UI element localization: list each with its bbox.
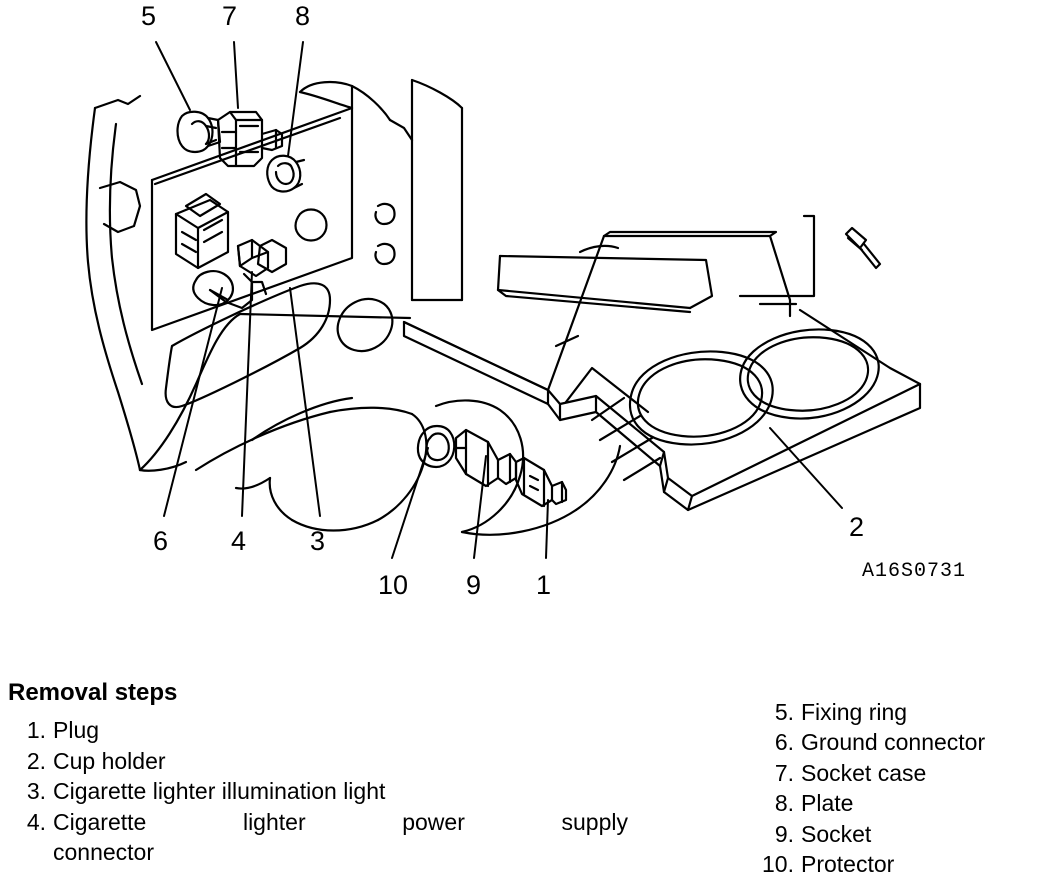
legend-item-10 — [760, 850, 1040, 879]
callout-6: 6 — [153, 526, 169, 556]
fixing-ring-part — [178, 112, 221, 152]
legend-item-6 — [760, 728, 1040, 757]
console-body-outline — [86, 96, 186, 471]
legend-item-5-index: 5. — [774, 699, 794, 725]
legend-item-9-label: Socket — [801, 820, 872, 847]
plug-part — [516, 458, 566, 506]
removal-steps-legend — [0, 679, 1040, 878]
legend-item-3-label: Cigarette lighter illumination light — [53, 778, 386, 805]
callout-3: 3 — [310, 526, 326, 556]
legend-item-3-index: 3. — [26, 778, 46, 805]
legend-item-9-index: 9. — [774, 820, 794, 847]
legend-item-1 — [8, 716, 628, 745]
legend-item-1-label: Plug — [53, 717, 100, 744]
legend-item-5-label: Fixing ring — [801, 699, 908, 725]
legend-item-6-label: Ground connector — [801, 729, 986, 756]
legend-left-column — [8, 680, 628, 868]
legend-item-7-index: 7. — [774, 759, 794, 786]
console-lower-panel — [140, 283, 620, 534]
plate-part — [267, 156, 304, 192]
screw-fastener — [846, 228, 880, 268]
legend-item-1-index: 1. — [26, 717, 46, 744]
legend-item-4-continuation: connector — [53, 839, 155, 866]
ground-connector-part — [193, 240, 268, 308]
callout-9: 9 — [466, 570, 482, 600]
legend-item-10-label: Protector — [801, 851, 895, 878]
callout-5: 5 — [141, 1, 157, 31]
legend-item-7-label: Socket case — [801, 759, 927, 786]
fuse-block — [176, 194, 228, 268]
callout-7: 7 — [222, 1, 238, 31]
legend-item-2-label: Cup holder — [53, 747, 166, 774]
legend-item-6-index: 6. — [774, 729, 794, 756]
callout-1: 1 — [536, 570, 552, 600]
legend-item-8-label: Plate — [801, 790, 854, 817]
callout-4: 4 — [231, 526, 247, 556]
legend-item-4-index: 4. — [26, 808, 46, 835]
cup-holder-tray — [404, 232, 920, 510]
figure-code-label: A16S0731 — [862, 560, 967, 583]
legend-item-2-index: 2. — [26, 747, 46, 774]
legend-item-9 — [760, 820, 1040, 849]
legend-item-4 — [8, 808, 628, 837]
callout-2: 2 — [849, 512, 865, 542]
legend-item-5 — [760, 698, 1040, 727]
legend-item-10-index: 10. — [762, 851, 794, 878]
callout-10: 10 — [378, 570, 409, 600]
legend-item-3 — [8, 777, 628, 806]
callout-8: 8 — [295, 1, 311, 31]
legend-title: Removal steps — [8, 679, 178, 706]
legend-right-column — [760, 698, 1040, 881]
legend-item-4-label: Cigarette lighter power supply — [53, 808, 628, 835]
legend-item-8 — [760, 789, 1040, 818]
legend-item-8-index: 8. — [774, 790, 794, 817]
legend-item-7 — [760, 759, 1040, 788]
legend-item-2 — [8, 747, 628, 776]
